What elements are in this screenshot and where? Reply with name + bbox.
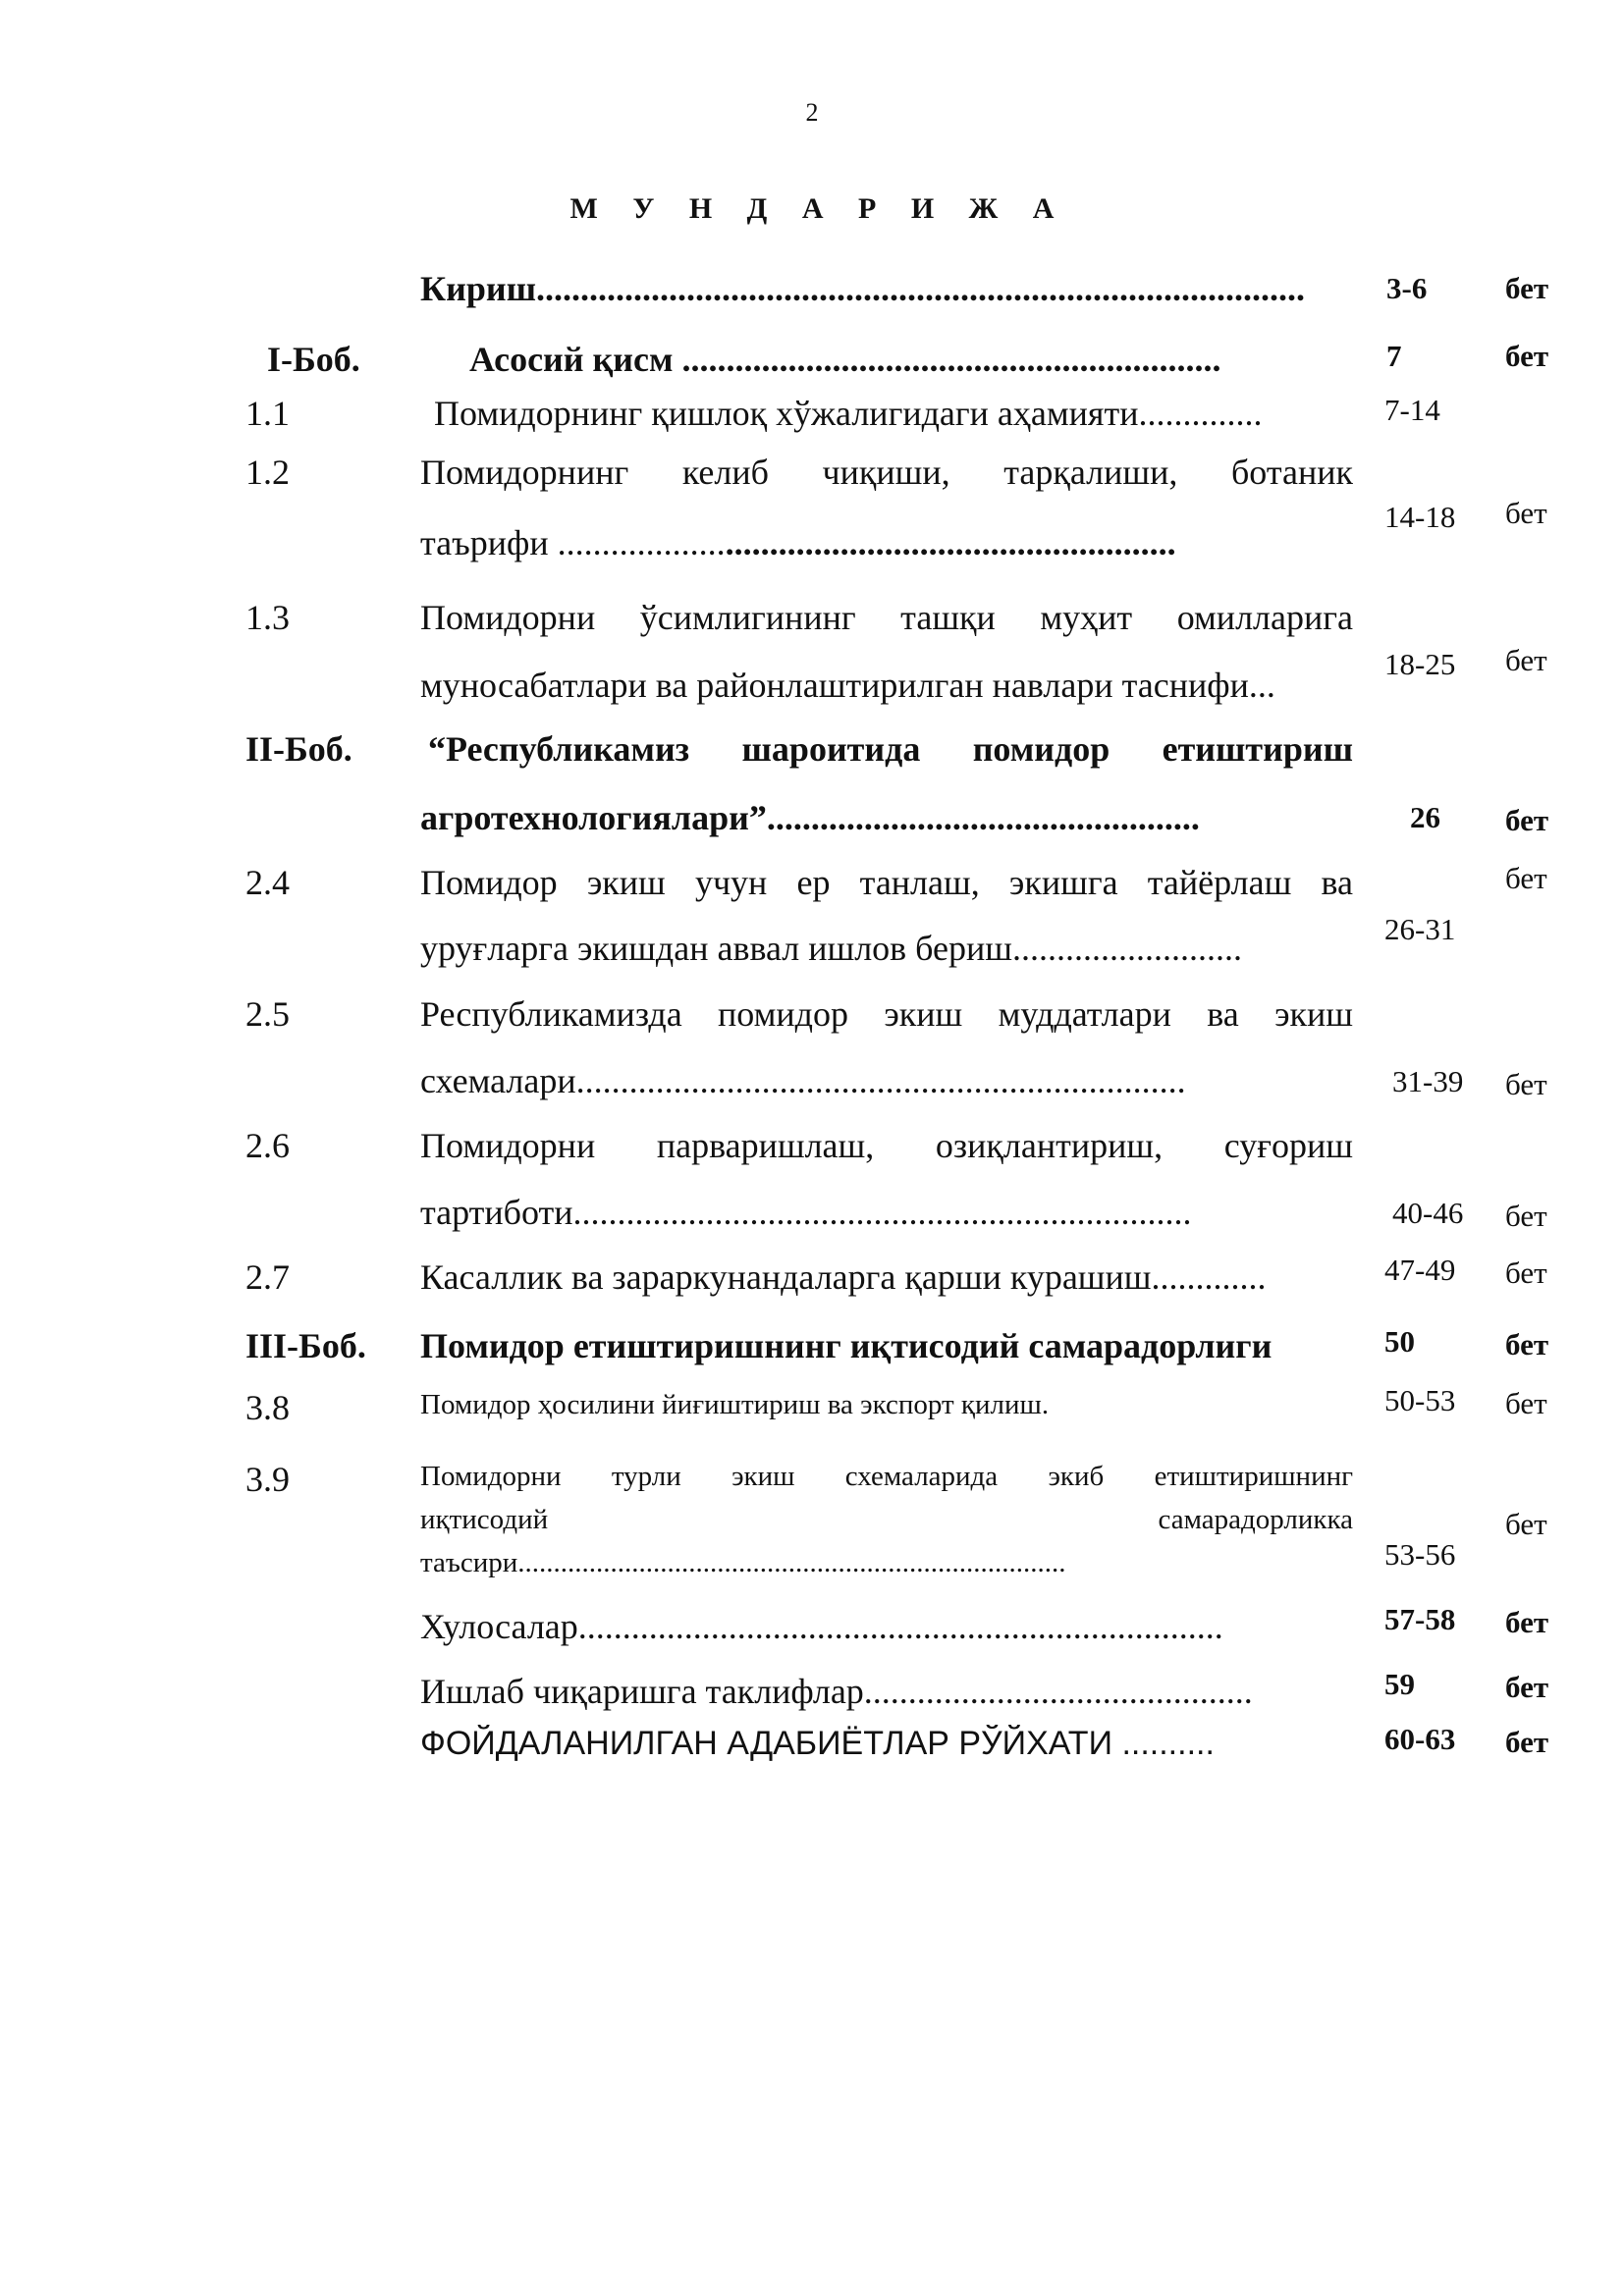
toc-entry-text: Кириш....................................................................................... (420, 269, 1306, 308)
toc-entry-pages: 7 (1386, 339, 1402, 373)
toc-entry-text-line-2: тартиботи...................................................................... (420, 1193, 1192, 1232)
toc-entry-pages: 53-56 (1384, 1537, 1456, 1572)
toc-entry-text-line-2-bold-dots: ................................................... (725, 523, 1176, 562)
toc-section-number: 3.8 (245, 1388, 290, 1427)
toc-chapter-label: I-Боб. (267, 340, 360, 379)
toc-entry-text-line-2: схемалари..................................................................... (420, 1061, 1186, 1100)
toc-entry-text-line-1: Помидорни ўсимлигининг ташқи муҳит омилларига (420, 598, 1353, 637)
toc-entry-text: Хулосалар......................................................................... (420, 1607, 1223, 1646)
toc-entry-pages: 40-46 (1392, 1196, 1464, 1230)
toc-entry-pages: 14-18 (1384, 500, 1456, 534)
toc-entry-text-line-2: иқтисодий самарадорликка (420, 1504, 1353, 1535)
toc-entry-text-line-1: Помидорни парваришлаш, озиқлантириш, суғориш (420, 1126, 1353, 1165)
toc-entry-text: Касаллик ва зараркунандаларга қарши курашиш............. (420, 1257, 1267, 1297)
toc-entry-pages: 47-49 (1384, 1253, 1456, 1287)
toc-entry-bet: бет (1505, 1670, 1549, 1704)
toc-entry-text-line-2: агротехнологиялари”................................................. (420, 798, 1200, 837)
toc-entry-bet: бет (1505, 1255, 1547, 1290)
toc-section-number: 1.2 (245, 453, 290, 492)
toc-section-number: 1.3 (245, 598, 290, 637)
toc-entry-bet: бет (1505, 1725, 1549, 1759)
toc-entry-text: Ишлаб чиқаришга таклифлар............................................ (420, 1672, 1253, 1711)
toc-entry-text-line-1: Помидорнинг келиб чиқиши, тарқалиши, ботаник (420, 453, 1353, 492)
toc-entry-pages: 59 (1384, 1667, 1415, 1701)
toc-entry-bet: бет (1505, 271, 1549, 305)
toc-entry-text-line-1: Республикамизда помидор экиш муддатлари ва экиш (420, 994, 1353, 1034)
toc-entry-text-line-2: муносабатлари ва районлаштирилган навлари таснифи... (420, 666, 1275, 705)
toc-entry-text: Помидор етиштиришнинг иқтисодий самарадорлиги (420, 1326, 1272, 1365)
toc-entry-text-line-2 (420, 522, 1353, 563)
page-number: 2 (805, 98, 819, 127)
toc-entry-bet: бет (1505, 1507, 1547, 1541)
toc-entry-text: Асосий қисм ............................................................. (469, 340, 1221, 379)
toc-entry-pages: 50 (1384, 1324, 1415, 1359)
toc-entry-bet: бет (1505, 1067, 1547, 1101)
toc-entry-bet: бет (1505, 1199, 1547, 1233)
document-title: М У Н Д А Р И Ж А (569, 192, 1068, 225)
toc-entry-pages: 3-6 (1386, 271, 1428, 305)
toc-entry-pages: 26-31 (1384, 912, 1456, 946)
toc-entry-pages: 50-53 (1384, 1383, 1456, 1417)
toc-entry-text-line-1: Помидорни турли экиш схемаларида экиб етиштиришнинг (420, 1461, 1353, 1492)
toc-section-number: 2.6 (245, 1126, 290, 1165)
toc-entry-text-line-2: уруғларга экишдан аввал ишлов бериш.......................... (420, 929, 1242, 968)
toc-entry-text-line-1: Помидор экиш учун ер танлаш, экишга тайёрлаш ва (420, 863, 1353, 902)
toc-entry-text-line-1: “Республикамиз шароитида помидор етиштириш (428, 729, 1353, 769)
toc-entry-bet: бет (1505, 803, 1549, 837)
toc-section-number: 2.4 (245, 863, 290, 902)
toc-entry-bet: бет (1505, 861, 1547, 895)
toc-entry-pages: 60-63 (1384, 1722, 1456, 1756)
toc-entry-pages: 7-14 (1384, 393, 1440, 427)
toc-chapter-label: III-Боб. (245, 1326, 366, 1365)
toc-entry-text: Помидор ҳосилини йиғиштириш ва экспорт қилиш. (420, 1389, 1050, 1420)
toc-entry-pages: 18-25 (1384, 647, 1456, 681)
toc-entry-bet: бет (1505, 339, 1549, 373)
toc-entry-text: ФОЙДАЛАНИЛГАН АДАБИЁТЛАР РЎЙХАТИ .......... (420, 1725, 1215, 1762)
toc-entry-bet: бет (1505, 496, 1547, 530)
toc-section-number: 2.7 (245, 1257, 290, 1297)
toc-entry-bet: бет (1505, 1605, 1549, 1639)
toc-chapter-label: II-Боб. (245, 729, 352, 769)
toc-section-number: 3.9 (245, 1460, 290, 1499)
toc-section-number: 1.1 (245, 394, 290, 433)
toc-section-number: 2.5 (245, 994, 290, 1034)
toc-entry-pages: 31-39 (1392, 1064, 1464, 1098)
toc-entry-pages: 57-58 (1384, 1602, 1456, 1636)
toc-entry-bet: бет (1505, 643, 1547, 677)
toc-entry-bet: бет (1505, 1386, 1547, 1420)
toc-entry-bet: бет (1505, 1327, 1549, 1362)
toc-entry-text-line-2-start: таърифи ................... (420, 523, 726, 562)
toc-entry-pages: 26 (1410, 800, 1440, 834)
toc-entry-text: Помидорнинг қишлоқ хўжалигидаги аҳамияти.............. (434, 394, 1263, 433)
toc-entry-text-line-3: таъсири............................................................................. (420, 1547, 1066, 1578)
